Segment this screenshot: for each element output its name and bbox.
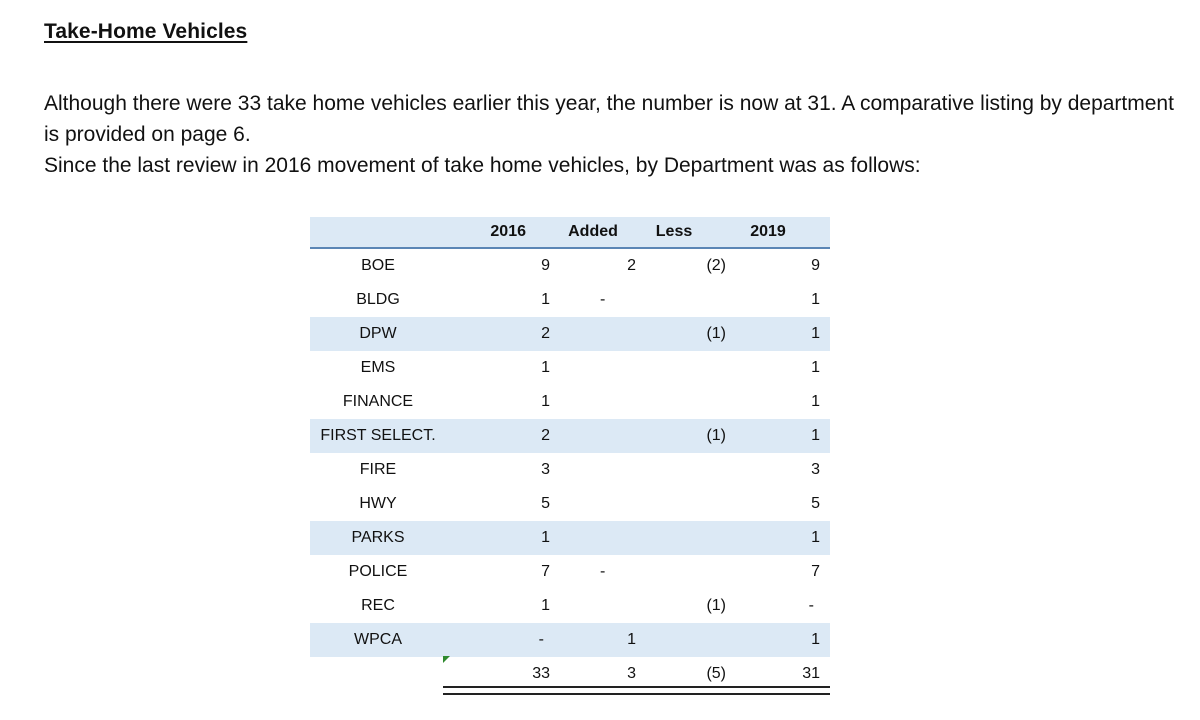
- value-2016: 9: [541, 257, 550, 274]
- table-row: [310, 283, 830, 317]
- value-2016: 2: [541, 427, 550, 444]
- totals-row: [443, 656, 830, 688]
- header-added: Added: [568, 223, 618, 240]
- vehicles-table: [310, 217, 830, 657]
- header-2019: 2019: [750, 223, 786, 240]
- value-less: (1): [706, 427, 726, 444]
- header-2016: 2016: [490, 223, 526, 240]
- value-2019: 9: [811, 257, 820, 274]
- value-less: (1): [706, 325, 726, 342]
- value-2019: 1: [811, 529, 820, 546]
- value-less: (2): [706, 257, 726, 274]
- department-name: BOE: [361, 257, 395, 274]
- value-2016: -: [538, 631, 544, 648]
- value-2019: 5: [811, 495, 820, 512]
- total-less: (5): [706, 665, 726, 682]
- value-added: 1: [627, 631, 636, 648]
- value-2019: 1: [811, 291, 820, 308]
- value-2019: -: [808, 597, 814, 614]
- header-less: Less: [655, 223, 693, 240]
- double-underline: [443, 686, 830, 695]
- value-2016: 1: [541, 393, 550, 410]
- table-header-row: [310, 217, 830, 249]
- table-row: [310, 555, 830, 589]
- department-name: BLDG: [356, 291, 400, 308]
- section-heading: Take-Home Vehicles: [44, 20, 248, 43]
- table-row: [310, 249, 830, 283]
- value-2019: 1: [811, 393, 820, 410]
- table-row: [310, 385, 830, 419]
- department-name: HWY: [359, 495, 397, 512]
- department-name: PARKS: [351, 529, 405, 546]
- totals-values: [443, 656, 830, 688]
- department-name: WPCA: [354, 631, 402, 648]
- value-2019: 1: [811, 631, 820, 648]
- value-2016: 5: [541, 495, 550, 512]
- department-name: FIRST SELECT.: [320, 427, 436, 444]
- table-row: [310, 521, 830, 555]
- department-name: DPW: [359, 325, 397, 342]
- department-name: POLICE: [348, 563, 408, 580]
- value-2016: 7: [541, 563, 550, 580]
- total-2019: 31: [802, 665, 820, 682]
- table-row: [310, 419, 830, 453]
- total-added: 3: [627, 665, 636, 682]
- department-name: EMS: [360, 359, 396, 376]
- value-2019: 1: [811, 325, 820, 342]
- intro-text-line2: Since the last review in 2016 movement of take home vehicles, by Department was as follows:: [44, 154, 921, 177]
- value-2016: 1: [541, 529, 550, 546]
- value-2016: 1: [541, 597, 550, 614]
- table-row: [310, 589, 830, 623]
- value-2019: 1: [811, 427, 820, 444]
- value-added: -: [600, 563, 606, 580]
- table-row: [310, 487, 830, 521]
- value-2016: 3: [541, 461, 550, 478]
- value-less: (1): [706, 597, 726, 614]
- department-name: REC: [361, 597, 395, 614]
- table-row: [310, 623, 830, 657]
- intro-paragraph: [44, 88, 1184, 181]
- value-2016: 1: [541, 359, 550, 376]
- total-2016: 33: [532, 665, 550, 682]
- value-2019: 7: [811, 563, 820, 580]
- value-2019: 1: [811, 359, 820, 376]
- department-name: FIRE: [359, 461, 397, 478]
- value-2016: 1: [541, 291, 550, 308]
- department-name: FINANCE: [342, 393, 414, 410]
- value-2019: 3: [811, 461, 820, 478]
- table-row: [310, 317, 830, 351]
- table-row: [310, 453, 830, 487]
- value-added: -: [600, 291, 606, 308]
- value-added: 2: [627, 257, 636, 274]
- table-row: [310, 351, 830, 385]
- intro-text-line1: Although there were 33 take home vehicles earlier this year, the number is now at 31. A comparative listing by department is provided on page 6.: [44, 92, 1174, 146]
- value-2016: 2: [541, 325, 550, 342]
